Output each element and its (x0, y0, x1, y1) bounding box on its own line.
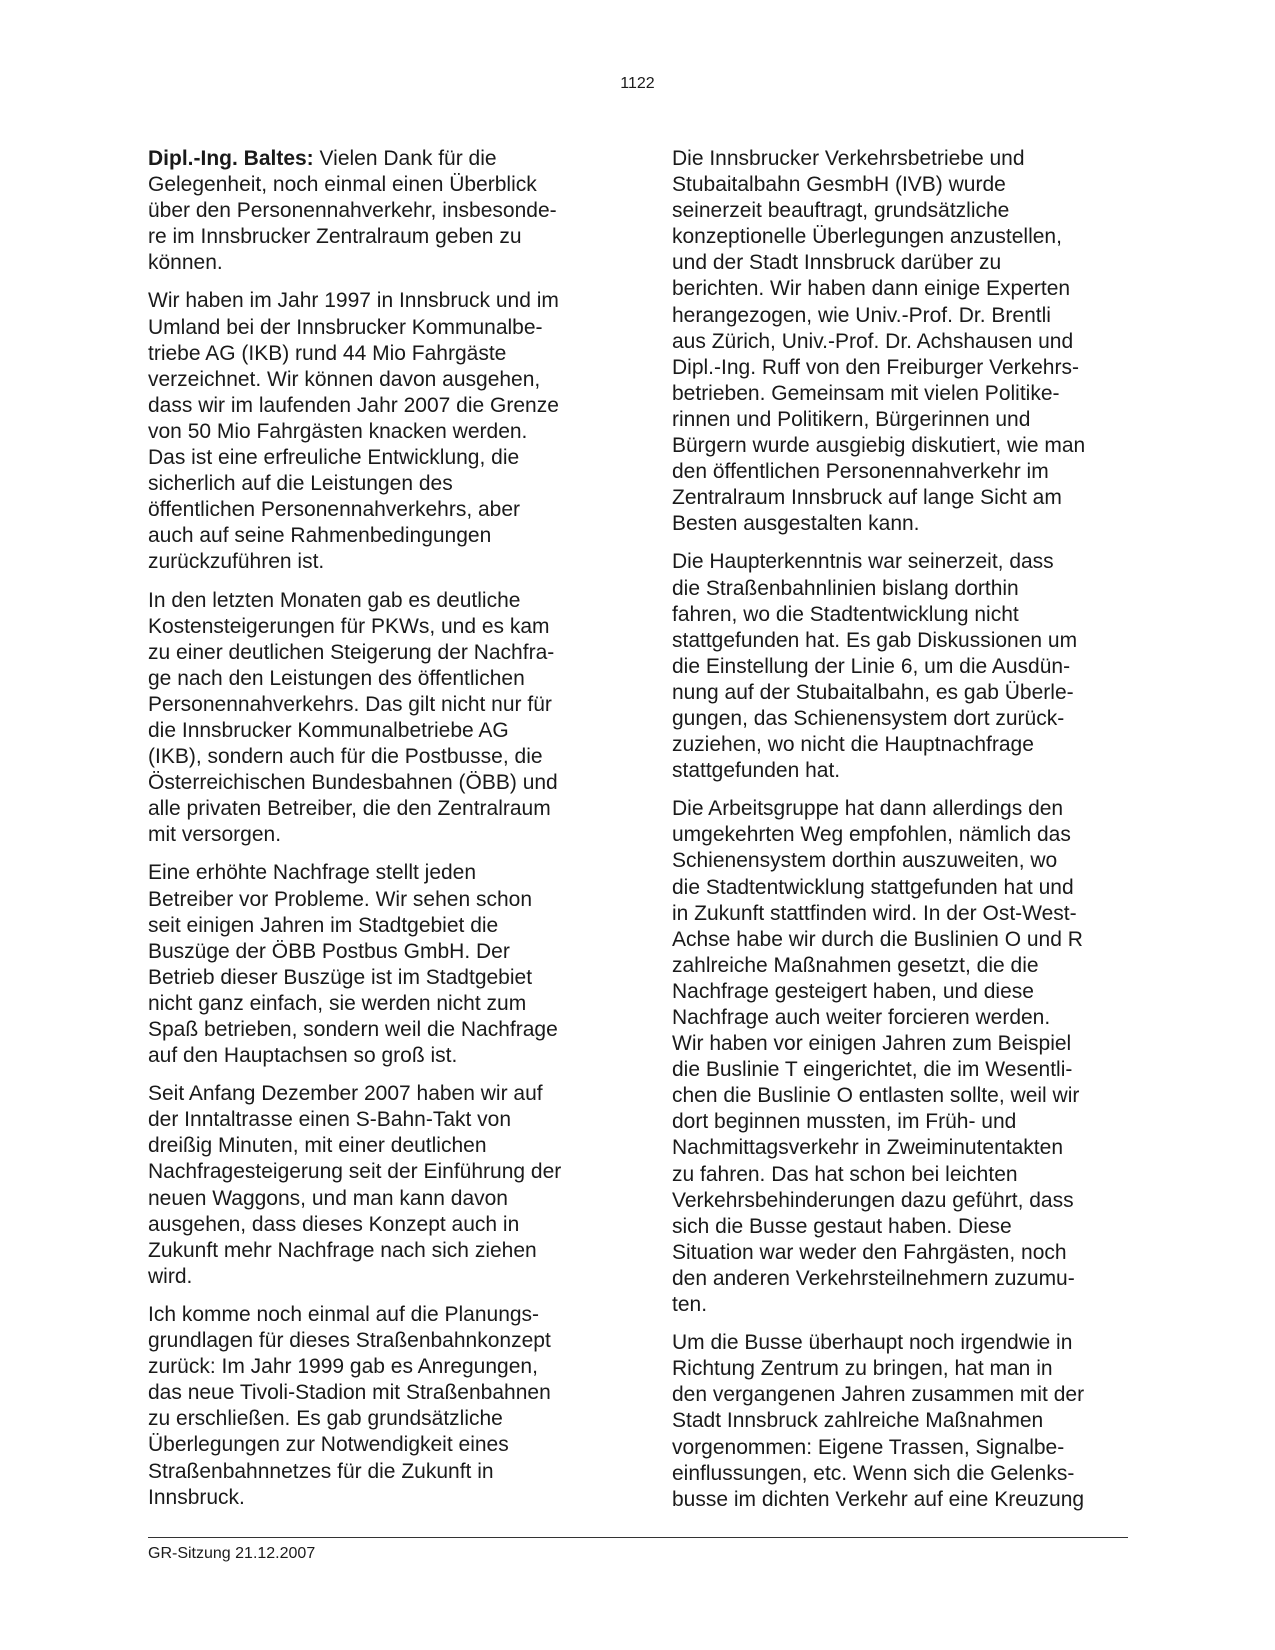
paragraph (148, 1302, 588, 1511)
paragraph-line: busse im dichten Verkehr auf eine Kreuzung (672, 1487, 1085, 1511)
paragraph (148, 288, 588, 575)
paragraph-line: Wir haben vor einigen Jahren zum Beispiel (672, 1032, 1072, 1056)
paragraph-line: seinerzeit beauftragt, grundsätzliche (672, 199, 1010, 223)
paragraph-line: Buszüge der ÖBB Postbus GmbH. Der (148, 939, 510, 963)
paragraph-line: nicht ganz einfach, sie werden nicht zum (148, 991, 527, 1015)
paragraph-line: Richtung Zentrum zu bringen, hat man in (672, 1357, 1053, 1381)
paragraph-line: über den Personennahverkehr, insbesonde- (148, 199, 557, 223)
paragraph-line: ge nach den Leistungen des öffentlichen (148, 666, 525, 690)
paragraph-line: Stubaitalbahn GesmbH (IVB) wurde (672, 173, 1006, 197)
paragraph-line: dort beginnen mussten, im Früh- und (672, 1110, 1017, 1134)
footer-session-date: GR-Sitzung 21.12.2007 (148, 1545, 316, 1562)
paragraph-line: die Straßenbahnlinien bislang dorthin (672, 576, 1019, 600)
paragraph-line: die Buslinie T eingerichtet, die im Wesentli- (672, 1058, 1073, 1082)
paragraph-line: zuziehen, wo nicht die Hauptnachfrage (672, 733, 1034, 757)
paragraph-line: das neue Tivoli-Stadion mit Straßenbahnen (148, 1381, 551, 1405)
paragraph-line: gungen, das Schienensystem dort zurück- (672, 706, 1065, 730)
paragraph-line: zu erschließen. Es gab grundsätzliche (148, 1407, 503, 1431)
paragraph-line: Seit Anfang Dezember 2007 haben wir auf (148, 1082, 543, 1106)
paragraph-line: re im Innsbrucker Zentralraum geben zu (148, 225, 522, 249)
paragraph-line: umgekehrten Weg empfohlen, nämlich das (672, 823, 1071, 847)
paragraph-line: Zentralraum Innsbruck auf lange Sicht am (672, 486, 1062, 510)
paragraph-line: auf den Hauptachsen so groß ist. (148, 1044, 458, 1068)
paragraph-line: Die Innsbrucker Verkehrsbetriebe und (672, 147, 1025, 170)
paragraph-line: vorgenommen: Eigene Trassen, Signalbe- (672, 1435, 1065, 1459)
paragraph-line: konzeptionelle Überlegungen anzustellen, (672, 225, 1062, 249)
paragraph-line: Innsbruck. (148, 1485, 245, 1509)
paragraph-line: Überlegungen zur Notwendigkeit eines (148, 1433, 509, 1457)
paragraph-line: seit einigen Jahren im Stadtgebiet die (148, 913, 499, 937)
page-number: 1122 (620, 75, 655, 92)
paragraph-line: stattgefunden hat. (672, 759, 841, 783)
paragraph-line: den vergangenen Jahren zusammen mit der (672, 1383, 1085, 1407)
paragraph-line: Nachmittagsverkehr in Zweiminutentakten (672, 1136, 1064, 1160)
left-column (148, 146, 588, 1523)
paragraph-speaker-intro (148, 146, 588, 276)
paragraph-line: Kostensteigerungen für PKWs, und es kam (148, 614, 550, 638)
paragraph-line: die Stadtentwicklung stattgefunden hat und (672, 875, 1074, 899)
speaker-line-text: Vielen Dank für die (313, 147, 497, 170)
footer-divider (148, 1537, 1128, 1538)
paragraph-line: Ich komme noch einmal auf die Planungs- (148, 1302, 540, 1326)
paragraph-line: verzeichnet. Wir können davon ausgehen, (148, 367, 541, 391)
paragraph-line: der Inntaltrasse einen S-Bahn-Takt von (148, 1108, 512, 1132)
paragraph-line: grundlagen für dieses Straßenbahnkonzept (148, 1329, 551, 1353)
paragraph-line: rinnen und Politikern, Bürgerinnen und (672, 407, 1031, 431)
paragraph-line: Wir haben im Jahr 1997 in Innsbruck und im (148, 289, 559, 313)
right-column (672, 146, 1112, 1525)
paragraph-line: Bürgern wurde ausgiebig diskutiert, wie man (672, 434, 1086, 458)
paragraph-line: betrieben. Gemeinsam mit vielen Politike- (672, 381, 1060, 405)
paragraph-line: die Einstellung der Linie 6, um die Ausdün- (672, 654, 1071, 678)
paragraph-line: zurück: Im Jahr 1999 gab es Anregungen, (148, 1355, 538, 1379)
paragraph-line: Nachfrage gesteigert haben, und diese (672, 979, 1034, 1003)
paragraph-line: nung auf der Stubaitalbahn, es gab Überle- (672, 680, 1074, 704)
paragraph-line: Besten ausgestalten kann. (672, 512, 920, 536)
paragraph-line: Gelegenheit, noch einmal einen Überblick (148, 173, 537, 197)
paragraph-line: sich die Busse gestaut haben. Diese (672, 1214, 1012, 1238)
paragraph-line: wird. (148, 1264, 193, 1288)
paragraph-line: Die Haupterkenntnis war seinerzeit, dass (672, 550, 1054, 574)
paragraph-line: und der Stadt Innsbruck darüber zu (672, 251, 1002, 275)
paragraph-line: dreißig Minuten, mit einer deutlichen (148, 1134, 487, 1158)
paragraph-line: Um die Busse überhaupt noch irgendwie in (672, 1331, 1073, 1355)
paragraph-line: Nachfragesteigerung seit der Einführung der (148, 1160, 562, 1184)
paragraph-line: herangezogen, wie Univ.-Prof. Dr. Brentli (672, 303, 1051, 327)
paragraph (672, 1330, 1112, 1513)
paragraph (148, 860, 588, 1069)
paragraph-line: ten. (672, 1293, 708, 1317)
paragraph-line: ausgehen, dass dieses Konzept auch in (148, 1212, 520, 1236)
paragraph-line: auch auf seine Rahmenbedingungen (148, 524, 492, 548)
paragraph-line: triebe AG (IKB) rund 44 Mio Fahrgäste (148, 341, 507, 365)
paragraph-line: einflussungen, etc. Wenn sich die Gelenks- (672, 1461, 1075, 1485)
paragraph-line: den öffentlichen Personennahverkehr im (672, 460, 1049, 484)
paragraph-line: zu einer deutlichen Steigerung der Nachfra- (148, 640, 555, 664)
paragraph-line: chen die Buslinie O entlasten sollte, weil wir (672, 1084, 1080, 1108)
paragraph-line: Eine erhöhte Nachfrage stellt jeden (148, 861, 477, 885)
paragraph-line: Die Arbeitsgruppe hat dann allerdings den (672, 797, 1064, 821)
paragraph (148, 588, 588, 849)
paragraph-line: mit versorgen. (148, 823, 282, 847)
paragraph-line: zu fahren. Das hat schon bei leichten (672, 1162, 1018, 1186)
paragraph-line: Umland bei der Innsbrucker Kommunalbe- (148, 315, 543, 339)
paragraph-line: fahren, wo die Stadtentwicklung nicht (672, 602, 1019, 626)
paragraph-line: Zukunft mehr Nachfrage nach sich ziehen (148, 1238, 537, 1262)
paragraph-line: die Innsbrucker Kommunalbetriebe AG (148, 718, 509, 742)
paragraph-line: den anderen Verkehrsteilnehmern zuzumu- (672, 1266, 1075, 1290)
paragraph-line: aus Zürich, Univ.-Prof. Dr. Achshausen und (672, 329, 1074, 353)
paragraph-line: Betrieb dieser Buszüge ist im Stadtgebiet (148, 965, 533, 989)
paragraph-line: berichten. Wir haben dann einige Experten (672, 277, 1071, 301)
speaker-name: Dipl.-Ing. Baltes: (148, 147, 314, 170)
paragraph-line: Dipl.-Ing. Ruff von den Freiburger Verkehrs- (672, 355, 1079, 379)
paragraph-line: können. (148, 251, 223, 275)
paragraph-line: alle privaten Betreiber, die den Zentralraum (148, 797, 551, 821)
paragraph-line: dass wir im laufenden Jahr 2007 die Grenze (148, 393, 559, 417)
paragraph-line: öffentlichen Personennahverkehrs, aber (148, 498, 521, 522)
paragraph-line: zurückzuführen ist. (148, 550, 325, 574)
paragraph (148, 1081, 588, 1290)
paragraph-line: (IKB), sondern auch für die Postbusse, die (148, 745, 543, 769)
paragraph-line: Spaß betrieben, sondern weil die Nachfrage (148, 1018, 558, 1041)
paragraph-line: Nachfrage auch weiter forcieren werden. (672, 1006, 1051, 1029)
paragraph-line: Das ist eine erfreuliche Entwicklung, die (148, 446, 520, 470)
paragraph-line: Betreiber vor Probleme. Wir sehen schon (148, 887, 532, 911)
paragraph-line: Straßenbahnnetzes für die Zukunft in (148, 1459, 494, 1483)
paragraph-line: stattgefunden hat. Es gab Diskussionen um (672, 628, 1078, 652)
paragraph-line: von 50 Mio Fahrgästen knacken werden. (148, 419, 528, 443)
paragraph-line: in Zukunft stattfinden wird. In der Ost-West- (672, 901, 1077, 925)
paragraph-line: Personennahverkehrs. Das gilt nicht nur für (148, 692, 552, 716)
paragraph-line: Österreichischen Bundesbahnen (ÖBB) und (148, 771, 558, 795)
paragraph-line: Schienensystem dorthin auszuweiten, wo (672, 849, 1058, 873)
paragraph-line: sicherlich auf die Leistungen des (148, 472, 453, 496)
paragraph (672, 549, 1112, 784)
paragraph (672, 796, 1112, 1318)
paragraph-line: Stadt Innsbruck zahlreiche Maßnahmen (672, 1409, 1044, 1433)
paragraph-line: Verkehrsbehinderungen dazu geführt, dass (672, 1188, 1074, 1212)
paragraph-line (148, 146, 588, 172)
paragraph-line: Achse habe wir durch die Buslinien O und R (672, 927, 1083, 951)
paragraph-line: In den letzten Monaten gab es deutliche (148, 588, 521, 612)
paragraph (672, 146, 1112, 537)
paragraph-line: zahlreiche Maßnahmen gesetzt, die die (672, 953, 1039, 977)
paragraph-line: neuen Waggons, und man kann davon (148, 1186, 508, 1210)
paragraph-line: Situation war weder den Fahrgästen, noch (672, 1240, 1067, 1264)
